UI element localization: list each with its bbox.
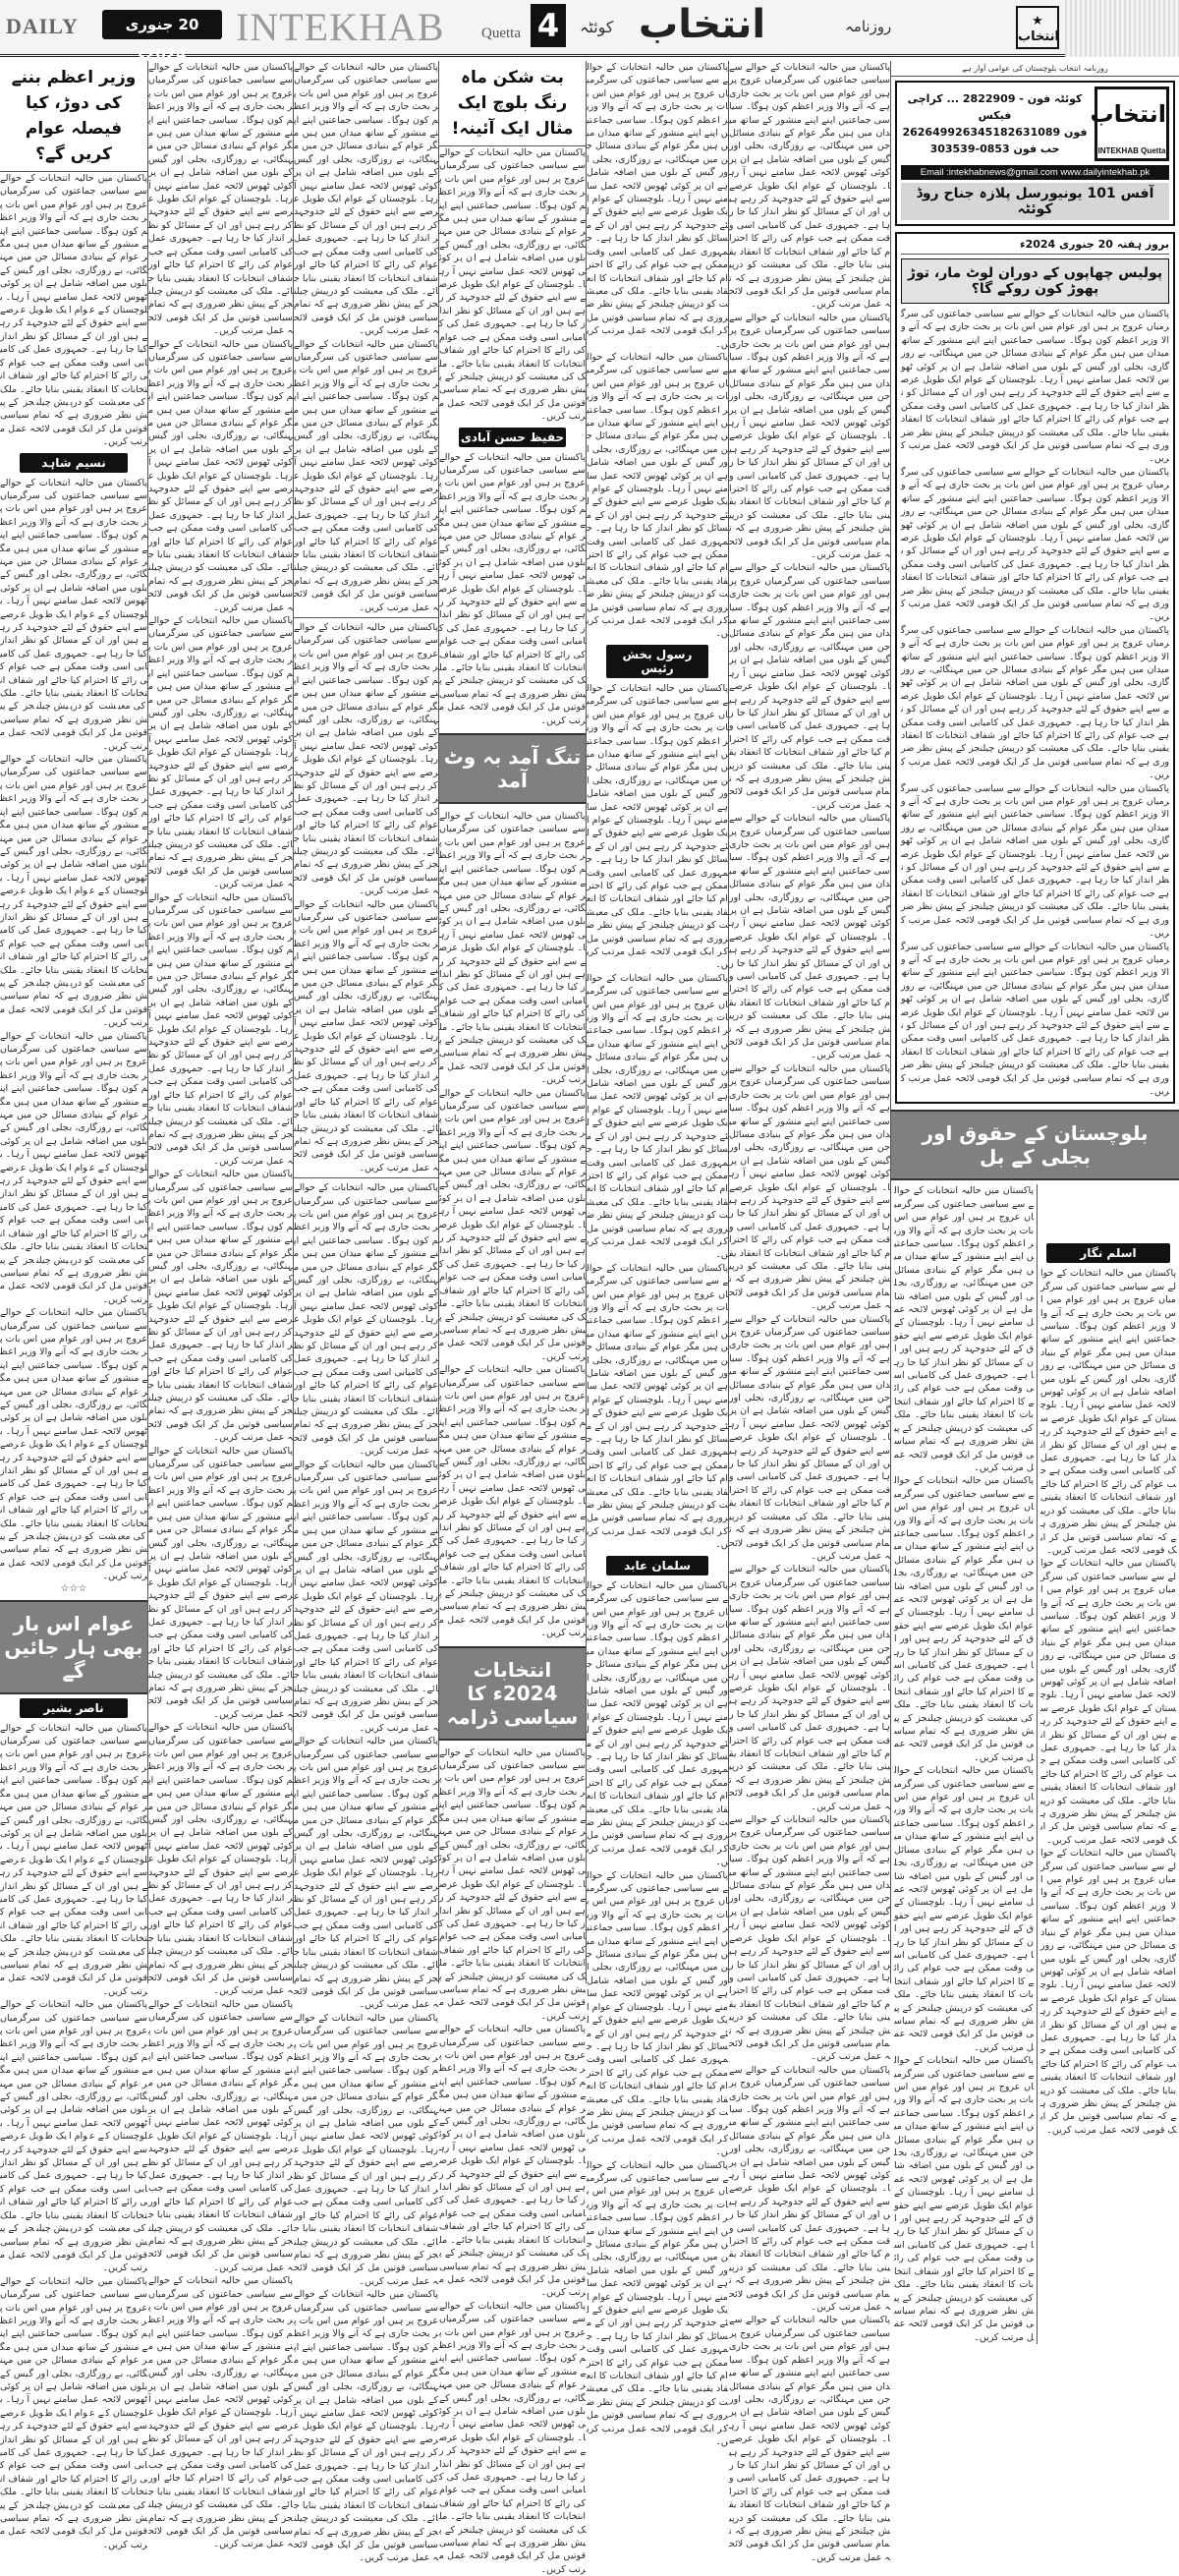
masthead-title-ur: انتخاب [639, 2, 766, 47]
article-title: بت شکن ماہ رنگ بلوچ ایک مثال ایک آئینہ! [439, 61, 586, 146]
article-body: پاکستان میں حالیہ انتخابات کے حوالے سے سیاسی جماعتوں کی سرگرمیاں عروج پر ہیں اور عوام میں اس بات پر بحث جاری ہے کہ آنے والا وزیر اعظم کون ہوگا۔ سیاسی جماعتیں اپنے اپنے منشور کے ساتھ میدان میں ہیں مگر عوام کے بنیادی مسائل جن میں مہنگائی، بے روزگاری، بجلی اور گیس کے بلوں میں اضافہ شامل ہے ان پر کوئی ٹھوس لائحہ عمل سامنے نہیں آ رہا۔ بلوچستان کے عوام ایک طویل عرصے سے اپنے حقوق کے لئے جدوجہد کر رہے ہیں اور ان کے مسائل کو نظر انداز کیا جا رہا ہے۔ جمہوری عمل کی کامیابی اسی وقت ممکن ہے جب عوام کی رائے کا احترام کیا جائے اور شفاف انتخابات کا انعقاد یقینی بنایا جائے۔ ملک کی معیشت کو درپیش چیلنجز کے پیش نظر ضروری ہے کہ تمام سیاسی قوتیں مل کر ایک قومی لائحہ عمل مرتب کریں۔ [729, 1313, 890, 1562]
article-body: پاکستان میں حالیہ انتخابات کے حوالے سے سیاسی جماعتوں کی سرگرمیاں عروج پر ہیں اور عوام میں اس بات پر بحث جاری ہے کہ آنے والا وزیر اعظم کون ہوگا۔ سیاسی جماعتیں اپنے اپنے منشور کے ساتھ میدان میں ہیں مگر عوام کے بنیادی مسائل جن میں مہنگائی، بے روزگاری، بجلی اور گیس کے بلوں میں اضافہ شامل ہے ان پر کوئی ٹھوس لائحہ عمل سامنے نہیں آ رہا۔ بلوچستان کے عوام ایک طویل عرصے سے اپنے حقوق کے لئے جدوجہد کر رہے ہیں اور ان کے مسائل کو نظر انداز کیا جا رہا ہے۔ جمہوری عمل کی کامیابی اسی وقت ممکن ہے جب عوام کی رائے کا احترام کیا جائے اور شفاف انتخابات کا انعقاد یقینی بنایا جائے۔ ملک کی معیشت کو درپیش چیلنجز کے پیش نظر ضروری ہے کہ تمام سیاسی قوتیں مل کر ایک قومی لائحہ عمل مرتب کریں۔ [587, 1262, 728, 1551]
editorial-body: پاکستان میں حالیہ انتخابات کے حوالے سے سیاسی جماعتوں کی سرگرمیاں عروج پر ہیں اور عوام میں اس بات پر بحث جاری ہے کہ آنے والا وزیر اعظم کون ہوگا۔ سیاسی جماعتیں اپنے اپنے منشور کے ساتھ میدان میں ہیں مگر عوام کے بنیادی مسائل جن میں مہنگائی، بے روزگاری، بجلی اور گیس کے بلوں میں اضافہ شامل ہے ان پر کوئی ٹھوس لائحہ عمل سامنے نہیں آ رہا۔ بلوچستان کے عوام ایک طویل عرصے سے اپنے حقوق کے لئے جدوجہد کر رہے ہیں اور ان کے مسائل کو نظر انداز کیا جا رہا ہے۔ جمہوری عمل کی کامیابی اسی وقت ممکن ہے جب عوام کی رائے کا احترام کیا جائے اور شفاف انتخابات کا انعقاد یقینی بنایا جائے۔ ملک کی معیشت کو درپیش چیلنجز کے پیش نظر ضروری ہے کہ تمام سیاسی قوتیں مل کر ایک قومی لائحہ عمل مرتب کریں۔ [901, 782, 1169, 940]
article-body: پاکستان میں حالیہ انتخابات کے حوالے سے سیاسی جماعتوں کی سرگرمیاں عروج پر ہیں اور عوام میں اس بات پر بحث جاری ہے کہ آنے والا وزیر اعظم کون ہوگا۔ سیاسی جماعتیں اپنے اپنے منشور کے ساتھ میدان میں ہیں مگر عوام کے بنیادی مسائل جن میں مہنگائی، بے روزگاری، بجلی اور گیس کے بلوں میں اضافہ شامل ہے ان پر کوئی ٹھوس لائحہ عمل سامنے نہیں آ رہا۔ بلوچستان کے عوام ایک طویل عرصے سے اپنے حقوق کے لئے جدوجہد کر رہے ہیں اور ان کے مسائل کو نظر انداز کیا جا رہا ہے۔ جمہوری عمل کی کامیابی اسی وقت ممکن ہے جب عوام کی رائے کا احترام کیا جائے اور شفاف انتخابات کا انعقاد یقینی بنایا جائے۔ ملک کی معیشت کو درپیش چیلنجز کے پیش نظر ضروری ہے کہ تمام سیاسی قوتیں مل کر ایک قومی لائحہ عمل مرتب کریں۔ [148, 615, 293, 890]
editorial-title: پولیس چھاپوں کے دوران لوٹ مار، توڑ پھوڑ کون روکے گا؟ [901, 258, 1169, 304]
article-body: پاکستان میں حالیہ انتخابات کے حوالے سے سیاسی جماعتوں کی سرگرمیاں عروج پر ہیں اور عوام میں اس بات پر بحث جاری ہے کہ آنے والا وزیر اعظم کون ہوگا۔ سیاسی جماعتیں اپنے اپنے منشور کے ساتھ میدان میں ہیں مگر عوام کے بنیادی مسائل جن میں مہنگائی، بے روزگاری، بجلی اور گیس کے بلوں میں اضافہ شامل ہے ان پر کوئی ٹھوس لائحہ عمل سامنے نہیں آ رہا۔ بلوچستان کے عوام ایک طویل عرصے سے اپنے حقوق کے لئے جدوجہد کر رہے ہیں اور ان کے مسائل کو نظر انداز کیا جا رہا ہے۔ جمہوری عمل کی کامیابی اسی وقت ممکن ہے جب عوام کی رائے کا احترام کیا جائے اور شفاف انتخابات کا انعقاد یقینی بنایا جائے۔ ملک کی معیشت کو درپیش چیلنجز کے پیش نظر ضروری ہے کہ تمام سیاسی قوتیں مل کر ایک قومی لائحہ عمل مرتب کریں۔ [729, 62, 890, 311]
masthead-logo: ★ انتخاب [1016, 6, 1059, 49]
article-body: پاکستان میں حالیہ انتخابات کے حوالے سے سیاسی جماعتوں کی سرگرمیاں عروج پر ہیں اور عوام میں اس بات پر بحث جاری ہے کہ آنے والا وزیر اعظم کون ہوگا۔ سیاسی جماعتیں اپنے اپنے منشور کے ساتھ میدان میں ہیں مگر عوام کے بنیادی مسائل جن میں مہنگائی، بے روزگاری، بجلی اور گیس کے بلوں میں اضافہ شامل ہے ان پر کوئی ٹھوس لائحہ عمل سامنے نہیں آ رہا۔ بلوچستان کے عوام ایک طویل عرصے سے اپنے حقوق کے لئے جدوجہد کر رہے ہیں اور ان کے مسائل کو نظر انداز کیا جا رہا ہے۔ جمہوری عمل کی کامیابی اسی وقت ممکن ہے جب عوام کی رائے کا احترام کیا جائے اور شفاف انتخابات کا انعقاد یقینی بنایا جائے۔ ملک کی معیشت کو درپیش چیلنجز کے پیش نظر ضروری ہے کہ تمام سیاسی قوتیں مل کر ایک قومی لائحہ عمل مرتب کریں۔ [148, 1722, 293, 1997]
article-body: پاکستان میں حالیہ انتخابات کے حوالے سے سیاسی جماعتوں کی سرگرمیاں عروج پر ہیں اور عوام میں اس بات پر بحث جاری ہے کہ آنے والا وزیر اعظم کون ہوگا۔ سیاسی جماعتیں اپنے اپنے منشور کے ساتھ میدان میں ہیں مگر عوام کے بنیادی مسائل جن میں مہنگائی، بے روزگاری، بجلی اور گیس کے بلوں میں اضافہ شامل ہے ان پر کوئی ٹھوس لائحہ عمل سامنے نہیں آ رہا۔ بلوچستان کے عوام ایک طویل عرصے سے اپنے حقوق کے لئے جدوجہد کر رہے ہیں اور ان کے مسائل کو نظر انداز کیا جا رہا ہے۔ جمہوری عمل کی کامیابی اسی وقت ممکن ہے جب عوام کی رائے کا احترام کیا جائے اور شفاف انتخابات کا انعقاد یقینی بنایا جائے۔ ملک کی معیشت کو درپیش چیلنجز کے پیش نظر ضروری ہے کہ تمام سیاسی قوتیں مل کر ایک قومی لائحہ عمل مرتب کریں۔ [587, 1869, 728, 2158]
article-body: پاکستان میں حالیہ انتخابات کے حوالے سے سیاسی جماعتوں کی سرگرمیاں عروج پر ہیں اور عوام میں اس بات پر بحث جاری ہے کہ آنے والا وزیر اعظم کون ہوگا۔ سیاسی جماعتیں اپنے اپنے منشور کے ساتھ میدان میں ہیں مگر عوام کے بنیادی مسائل جن میں مہنگائی، بے روزگاری، بجلی اور گیس کے بلوں میں اضافہ شامل ہے ان پر کوئی ٹھوس لائحہ عمل سامنے نہیں آ رہا۔ بلوچستان کے عوام ایک طویل عرصے سے اپنے حقوق کے لئے جدوجہد کر رہے ہیں اور ان کے مسائل کو نظر انداز کیا جا رہا ہے۔ جمہوری عمل کی کامیابی اسی وقت ممکن ہے جب عوام کی رائے کا احترام کیا جائے اور شفاف انتخابات کا انعقاد یقینی بنایا جائے۔ ملک کی معیشت کو درپیش چیلنجز کے پیش نظر ضروری ہے کہ تمام سیاسی قوتیں مل کر ایک قومی لائحہ عمل مرتب کریں۔ [439, 1087, 586, 1362]
column-3 [294, 61, 439, 2564]
article-body: پاکستان میں حالیہ انتخابات کے حوالے سے سیاسی جماعتوں کی سرگرمیاں عروج پر ہیں اور عوام میں اس بات پر بحث جاری ہے کہ آنے والا وزیر اعظم کون ہوگا۔ سیاسی جماعتیں اپنے اپنے منشور کے ساتھ میدان میں ہیں مگر عوام کے بنیادی مسائل جن میں مہنگائی، بے روزگاری، بجلی اور گیس کے بلوں میں اضافہ شامل ہے ان پر کوئی ٹھوس لائحہ عمل سامنے نہیں آ رہا۔ بلوچستان کے عوام ایک طویل عرصے سے اپنے حقوق کے لئے جدوجہد کر رہے ہیں اور ان کے مسائل کو نظر انداز کیا جا رہا ہے۔ جمہوری عمل کی کامیابی اسی وقت ممکن ہے جب عوام کی رائے کا احترام کیا جائے اور شفاف انتخابات کا انعقاد یقینی بنایا جائے۔ ملک کی معیشت کو درپیش چیلنجز کے پیش نظر ضروری ہے کہ تمام سیاسی قوتیں مل کر ایک قومی لائحہ عمل مرتب کریں۔ [294, 1736, 438, 2011]
article-body: پاکستان میں حالیہ انتخابات کے حوالے سے سیاسی جماعتوں کی سرگرمیاں عروج پر ہیں اور عوام میں اس بات پر بحث جاری ہے کہ آنے والا وزیر اعظم کون ہوگا۔ سیاسی جماعتیں اپنے اپنے منشور کے ساتھ میدان میں ہیں مگر عوام کے بنیادی مسائل جن میں مہنگائی، بے روزگاری، بجلی اور گیس کے بلوں میں اضافہ شامل ہے ان پر کوئی ٹھوس لائحہ عمل سامنے نہیں آ رہا۔ بلوچستان کے عوام ایک طویل عرصے سے اپنے حقوق کے لئے جدوجہد کر رہے ہیں اور ان کے مسائل کو نظر انداز کیا جا رہا ہے۔ جمہوری عمل کی کامیابی اسی وقت ممکن ہے جب عوام کی رائے کا احترام کیا جائے اور شفاف انتخابات کا انعقاد یقینی بنایا جائے۔ ملک کی معیشت کو درپیش چیلنجز کے پیش نظر ضروری ہے کہ تمام سیاسی قوتیں مل کر ایک قومی لائحہ عمل مرتب کریں۔ [894, 1765, 1034, 2053]
article-title-banner: عوام اس بار بھی ہار جائیں گے [0, 1600, 147, 1694]
article-body: پاکستان میں حالیہ انتخابات کے حوالے سے سیاسی جماعتوں کی سرگرمیاں عروج پر ہیں اور عوام میں اس بات پر بحث جاری ہے کہ آنے والا وزیر اعظم کون ہوگا۔ سیاسی جماعتیں اپنے اپنے منشور کے ساتھ میدان میں ہیں مگر عوام کے بنیادی مسائل جن میں مہنگائی، بے روزگاری، بجلی اور گیس کے بلوں میں اضافہ شامل ہے ان پر کوئی ٹھوس لائحہ عمل سامنے نہیں آ رہا۔ بلوچستان کے عوام ایک طویل عرصے سے اپنے حقوق کے لئے جدوجہد کر رہے ہیں اور ان کے مسائل کو نظر انداز کیا جا رہا ہے۔ جمہوری عمل کی کامیابی اسی وقت ممکن ہے جب عوام کی رائے کا احترام کیا جائے اور شفاف انتخابات کا انعقاد یقینی بنایا جائے۔ ملک کی معیشت کو درپیش چیلنجز کے پیش نظر ضروری ہے کہ تمام سیاسی قوتیں مل کر ایک قومی لائحہ عمل مرتب کریں۔ [894, 1185, 1034, 1473]
article-body: پاکستان میں حالیہ انتخابات کے حوالے سے سیاسی جماعتوں کی سرگرمیاں عروج پر ہیں اور عوام میں اس بات پر بحث جاری ہے کہ آنے والا وزیر اعظم کون ہوگا۔ سیاسی جماعتیں اپنے اپنے منشور کے ساتھ میدان میں ہیں مگر عوام کے بنیادی مسائل جن میں مہنگائی، بے روزگاری، بجلی اور گیس کے بلوں میں اضافہ شامل ہے ان پر کوئی ٹھوس لائحہ عمل سامنے نہیں آ رہا۔ بلوچستان کے عوام ایک طویل عرصے سے اپنے حقوق کے لئے جدوجہد کر رہے ہیں اور ان کے مسائل کو نظر انداز کیا جا رہا ہے۔ جمہوری عمل کی کامیابی اسی وقت ممکن ہے جب عوام کی رائے کا احترام کیا جائے اور شفاف انتخابات کا انعقاد یقینی بنایا جائے۔ ملک کی معیشت کو درپیش چیلنجز کے پیش نظر ضروری ہے کہ تمام سیاسی قوتیں مل کر ایک قومی لائحہ عمل مرتب کریں۔ [148, 1998, 293, 2273]
top-note: روزنامہ انتخاب بلوچستان کی عوامی آواز ہے [891, 61, 1179, 77]
article-title-banner: بلوچستان کے حقوق اور بجلی کے بل [891, 1110, 1179, 1180]
article-byline: نسیم شاہد [20, 453, 128, 473]
article-body: پاکستان میں حالیہ انتخابات کے حوالے سے سیاسی جماعتوں کی سرگرمیاں عروج پر ہیں اور عوام میں اس بات پر بحث جاری ہے کہ آنے والا وزیر اعظم کون ہوگا۔ سیاسی جماعتیں اپنے اپنے منشور کے ساتھ میدان میں ہیں مگر عوام کے بنیادی مسائل جن میں مہنگائی، بے روزگاری، بجلی اور گیس کے بلوں میں اضافہ شامل ہے ان پر کوئی ٹھوس لائحہ عمل سامنے نہیں آ رہا۔ بلوچستان کے عوام ایک طویل عرصے سے اپنے حقوق کے لئے جدوجہد کر رہے ہیں اور ان کے مسائل کو نظر انداز کیا جا رہا ہے۔ جمہوری عمل کی کامیابی اسی وقت ممکن ہے جب عوام کی رائے کا احترام کیا جائے اور شفاف انتخابات کا انعقاد یقینی بنایا جائے۔ ملک کی معیشت کو درپیش چیلنجز کے پیش نظر ضروری ہے کہ تمام سیاسی قوتیں مل کر ایک قومی لائحہ عمل مرتب کریں۔ [0, 1307, 147, 1582]
divider [294, 1177, 438, 1178]
article-body: پاکستان میں حالیہ انتخابات کے حوالے سے سیاسی جماعتوں کی سرگرمیاں عروج پر ہیں اور عوام میں اس بات پر بحث جاری ہے کہ آنے والا وزیر اعظم کون ہوگا۔ سیاسی جماعتیں اپنے اپنے منشور کے ساتھ میدان میں ہیں مگر عوام کے بنیادی مسائل جن میں مہنگائی، بے روزگاری، بجلی اور گیس کے بلوں میں اضافہ شامل ہے ان پر کوئی ٹھوس لائحہ عمل سامنے نہیں آ رہا۔ بلوچستان کے عوام ایک طویل عرصے سے اپنے حقوق کے لئے جدوجہد کر رہے ہیں اور ان کے مسائل کو نظر انداز کیا جا رہا ہے۔ جمہوری عمل کی کامیابی اسی وقت ممکن ہے جب عوام کی رائے کا احترام کیا جائے اور شفاف انتخابات کا انعقاد یقینی بنایا جائے۔ ملک کی معیشت کو درپیش چیلنجز کے پیش نظر ضروری ہے کہ تمام سیاسی قوتیں مل کر ایک قومی لائحہ عمل مرتب کریں۔ [148, 2275, 293, 2550]
article-body: پاکستان میں حالیہ انتخابات کے حوالے سے سیاسی جماعتوں کی سرگرمیاں عروج پر ہیں اور عوام میں اس بات پر بحث جاری ہے کہ آنے والا وزیر اعظم کون ہوگا۔ سیاسی جماعتیں اپنے اپنے منشور کے ساتھ میدان میں ہیں مگر عوام کے بنیادی مسائل جن میں مہنگائی، بے روزگاری، بجلی اور گیس کے بلوں میں اضافہ شامل ہے ان پر کوئی ٹھوس لائحہ عمل سامنے نہیں آ رہا۔ بلوچستان کے عوام ایک طویل عرصے سے اپنے حقوق کے لئے جدوجہد کر رہے ہیں اور ان کے مسائل کو نظر انداز کیا جا رہا ہے۔ جمہوری عمل کی کامیابی اسی وقت ممکن ہے جب عوام کی رائے کا احترام کیا جائے اور شفاف انتخابات کا انعقاد یقینی بنایا جائے۔ ملک کی معیشت کو درپیش چیلنجز کے پیش نظر ضروری ہے کہ تمام سیاسی قوتیں مل کر ایک قومی لائحہ عمل مرتب کریں۔ [439, 1364, 586, 1639]
masthead-title-en: INTEKHAB [236, 5, 445, 49]
article-byline: اسلم نگار [1046, 1243, 1170, 1263]
newspaper-logo: انتخاب INTEKHAB Quetta [1095, 86, 1169, 161]
column-1 [0, 61, 148, 2550]
column-6 [729, 61, 891, 2563]
article-body: پاکستان میں حالیہ انتخابات کے حوالے سے سیاسی جماعتوں کی سرگرمیاں عروج پر ہیں اور عوام میں اس بات پر بحث جاری ہے کہ آنے والا وزیر اعظم کون ہوگا۔ سیاسی جماعتیں اپنے اپنے منشور کے ساتھ میدان میں ہیں مگر عوام کے بنیادی مسائل جن میں مہنگائی، بے روزگاری، بجلی اور گیس کے بلوں میں اضافہ شامل ہے ان پر کوئی ٹھوس لائحہ عمل سامنے نہیں آ رہا۔ بلوچستان کے عوام ایک طویل عرصے سے اپنے حقوق کے لئے جدوجہد کر رہے ہیں اور ان کے مسائل کو نظر انداز کیا جا رہا ہے۔ جمہوری عمل کی کامیابی اسی وقت ممکن ہے جب عوام کی رائے کا احترام کیا جائے اور شفاف انتخابات کا انعقاد یقینی بنایا جائے۔ ملک کی معیشت کو درپیش چیلنجز کے پیش نظر ضروری ہے کہ تمام سیاسی قوتیں مل کر ایک قومی لائحہ عمل مرتب کریں۔ [294, 338, 438, 613]
editorial-body: پاکستان میں حالیہ انتخابات کے حوالے سے سیاسی جماعتوں کی سرگرمیاں عروج پر ہیں اور عوام میں اس بات پر بحث جاری ہے کہ آنے والا وزیر اعظم کون ہوگا۔ سیاسی جماعتیں اپنے اپنے منشور کے ساتھ میدان میں ہیں مگر عوام کے بنیادی مسائل جن میں مہنگائی، بے روزگاری، بجلی اور گیس کے بلوں میں اضافہ شامل ہے ان پر کوئی ٹھوس لائحہ عمل سامنے نہیں آ رہا۔ بلوچستان کے عوام ایک طویل عرصے سے اپنے حقوق کے لئے جدوجہد کر رہے ہیں اور ان کے مسائل کو نظر انداز کیا جا رہا ہے۔ جمہوری عمل کی کامیابی اسی وقت ممکن ہے جب عوام کی رائے کا احترام کیا جائے اور شفاف انتخابات کا انعقاد یقینی بنایا جائے۔ ملک کی معیشت کو درپیش چیلنجز کے پیش نظر ضروری ہے کہ تمام سیاسی قوتیں مل کر ایک قومی لائحہ عمل مرتب کریں۔ [901, 309, 1169, 465]
article-body: پاکستان میں حالیہ انتخابات کے حوالے سے سیاسی جماعتوں کی سرگرمیاں عروج پر ہیں اور عوام میں اس بات پر بحث جاری ہے کہ آنے والا وزیر اعظم کون ہوگا۔ سیاسی جماعتیں اپنے اپنے منشور کے ساتھ میدان میں ہیں مگر عوام کے بنیادی مسائل جن میں مہنگائی، بے روزگاری، بجلی اور گیس کے بلوں میں اضافہ شامل ہے ان پر کوئی ٹھوس لائحہ عمل سامنے نہیں آ رہا۔ بلوچستان کے عوام ایک طویل عرصے سے اپنے حقوق کے لئے جدوجہد کر رہے ہیں اور ان کے مسائل کو نظر انداز کیا جا رہا ہے۔ جمہوری عمل کی کامیابی اسی وقت ممکن ہے جب عوام کی رائے کا احترام کیا جائے اور شفاف انتخابات کا انعقاد یقینی بنایا جائے۔ ملک کی معیشت کو درپیش چیلنجز کے پیش نظر ضروری ہے کہ تمام سیاسی قوتیں مل کر ایک قومی لائحہ عمل مرتب کریں۔ [1040, 1558, 1176, 1846]
editorial-body: پاکستان میں حالیہ انتخابات کے حوالے سے سیاسی جماعتوں کی سرگرمیاں عروج پر ہیں اور عوام میں اس بات پر بحث جاری ہے کہ آنے والا وزیر اعظم کون ہوگا۔ سیاسی جماعتیں اپنے اپنے منشور کے ساتھ میدان میں ہیں مگر عوام کے بنیادی مسائل جن میں مہنگائی، بے روزگاری، بجلی اور گیس کے بلوں میں اضافہ شامل ہے ان پر کوئی ٹھوس لائحہ عمل سامنے نہیں آ رہا۔ بلوچستان کے عوام ایک طویل عرصے سے اپنے حقوق کے لئے جدوجہد کر رہے ہیں اور ان کے مسائل کو نظر انداز کیا جا رہا ہے۔ جمہوری عمل کی کامیابی اسی وقت ممکن ہے جب عوام کی رائے کا احترام کیا جائے اور شفاف انتخابات کا انعقاد یقینی بنایا جائے۔ ملک کی معیشت کو درپیش چیلنجز کے پیش نظر ضروری ہے کہ تمام سیاسی قوتیں مل کر ایک قومی لائحہ عمل مرتب کریں۔ [901, 624, 1169, 781]
masthead-quetta-ur: کوئٹہ [580, 18, 614, 36]
article-body: پاکستان میں حالیہ انتخابات کے حوالے سے سیاسی جماعتوں کی سرگرمیاں عروج پر ہیں اور عوام میں اس بات پر بحث جاری ہے کہ آنے والا وزیر اعظم کون ہوگا۔ سیاسی جماعتیں اپنے اپنے منشور کے ساتھ میدان میں ہیں مگر عوام کے بنیادی مسائل جن میں مہنگائی، بے روزگاری، بجلی اور گیس کے بلوں میں اضافہ شامل ہے ان پر کوئی ٹھوس لائحہ عمل سامنے نہیں آ رہا۔ بلوچستان کے عوام ایک طویل عرصے سے اپنے حقوق کے لئے جدوجہد کر رہے ہیں اور ان کے مسائل کو نظر انداز کیا جا رہا ہے۔ جمہوری عمل کی کامیابی اسی وقت ممکن ہے جب عوام کی رائے کا احترام کیا جائے اور شفاف انتخابات کا انعقاد یقینی بنایا جائے۔ ملک کی معیشت کو درپیش چیلنجز کے پیش نظر ضروری ہے کہ تمام سیاسی قوتیں مل کر ایک قومی لائحہ عمل مرتب کریں۔ [294, 1459, 438, 1734]
article-body: پاکستان میں حالیہ انتخابات کے حوالے سے سیاسی جماعتوں کی سرگرمیاں عروج پر ہیں اور عوام میں اس بات پر بحث جاری ہے کہ آنے والا وزیر اعظم کون ہوگا۔ سیاسی جماعتیں اپنے اپنے منشور کے ساتھ میدان میں ہیں مگر عوام کے بنیادی مسائل جن میں مہنگائی، بے روزگاری، بجلی اور گیس کے بلوں میں اضافہ شامل ہے ان پر کوئی ٹھوس لائحہ عمل سامنے نہیں آ رہا۔ بلوچستان کے عوام ایک طویل عرصے سے اپنے حقوق کے لئے جدوجہد کر رہے ہیں اور ان کے مسائل کو نظر انداز کیا جا رہا ہے۔ جمہوری عمل کی کامیابی اسی وقت ممکن ہے جب عوام کی رائے کا احترام کیا جائے اور شفاف انتخابات کا انعقاد یقینی بنایا جائے۔ ملک کی معیشت کو درپیش چیلنجز کے پیش نظر ضروری ہے کہ تمام سیاسی قوتیں مل کر ایک قومی لائحہ عمل مرتب کریں۔ [1040, 1268, 1176, 1556]
article-body: پاکستان میں حالیہ انتخابات کے حوالے سے سیاسی جماعتوں کی سرگرمیاں عروج پر ہیں اور عوام میں اس بات پر بحث جاری ہے کہ آنے والا وزیر اعظم کون ہوگا۔ سیاسی جماعتیں اپنے اپنے منشور کے ساتھ میدان میں ہیں مگر عوام کے بنیادی مسائل جن میں مہنگائی، بے روزگاری، بجلی اور گیس کے بلوں میں اضافہ شامل ہے ان پر کوئی ٹھوس لائحہ عمل سامنے نہیں آ رہا۔ بلوچستان کے عوام ایک طویل عرصے سے اپنے حقوق کے لئے جدوجہد کر رہے ہیں اور ان کے مسائل کو نظر انداز کیا جا رہا ہے۔ جمہوری عمل کی کامیابی اسی وقت ممکن ہے جب عوام کی رائے کا احترام کیا جائے اور شفاف انتخابات کا انعقاد یقینی بنایا جائے۔ ملک کی معیشت کو درپیش چیلنجز کے پیش نظر ضروری ہے کہ تمام سیاسی قوتیں مل کر ایک قومی لائحہ عمل مرتب کریں۔ [729, 813, 890, 1061]
article-body: پاکستان میں حالیہ انتخابات کے حوالے سے سیاسی جماعتوں کی سرگرمیاں عروج پر ہیں اور عوام میں اس بات پر بحث جاری ہے کہ آنے والا وزیر اعظم کون ہوگا۔ سیاسی جماعتیں اپنے اپنے منشور کے ساتھ میدان میں ہیں مگر عوام کے بنیادی مسائل جن میں مہنگائی، بے روزگاری، بجلی اور گیس کے بلوں میں اضافہ شامل ہے ان پر کوئی ٹھوس لائحہ عمل سامنے نہیں آ رہا۔ بلوچستان کے عوام ایک طویل عرصے سے اپنے حقوق کے لئے جدوجہد کر رہے ہیں اور ان کے مسائل کو نظر انداز کیا جا رہا ہے۔ جمہوری عمل کی کامیابی اسی وقت ممکن ہے جب عوام کی رائے کا احترام کیا جائے اور شفاف انتخابات کا انعقاد یقینی بنایا جائے۔ ملک کی معیشت کو درپیش چیلنجز کے پیش نظر ضروری ہے کہ تمام سیاسی قوتیں مل کر ایک قومی لائحہ عمل مرتب کریں۔ [729, 562, 890, 811]
article-body: پاکستان میں حالیہ انتخابات کے حوالے سے سیاسی جماعتوں کی سرگرمیاں عروج پر ہیں اور عوام میں اس بات پر بحث جاری ہے کہ آنے والا وزیر اعظم کون ہوگا۔ سیاسی جماعتیں اپنے اپنے منشور کے ساتھ میدان میں ہیں مگر عوام کے بنیادی مسائل جن میں مہنگائی، بے روزگاری، بجلی اور گیس کے بلوں میں اضافہ شامل ہے ان پر کوئی ٹھوس لائحہ عمل سامنے نہیں آ رہا۔ بلوچستان کے عوام ایک طویل عرصے سے اپنے حقوق کے لئے جدوجہد کر رہے ہیں اور ان کے مسائل کو نظر انداز کیا جا رہا ہے۔ جمہوری عمل کی کامیابی اسی وقت ممکن ہے جب عوام کی رائے کا احترام کیا جائے اور شفاف انتخابات کا انعقاد یقینی بنایا جائے۔ ملک کی معیشت کو درپیش چیلنجز کے پیش نظر ضروری ہے کہ تمام سیاسی قوتیں مل کر ایک قومی لائحہ عمل مرتب کریں۔ [439, 1746, 586, 2022]
article-body: پاکستان میں حالیہ انتخابات کے حوالے سے سیاسی جماعتوں کی سرگرمیاں عروج پر ہیں اور عوام میں اس بات پر بحث جاری ہے کہ آنے والا وزیر اعظم کون ہوگا۔ سیاسی جماعتیں اپنے اپنے منشور کے ساتھ میدان میں ہیں مگر عوام کے بنیادی مسائل جن میں مہنگائی، بے روزگاری، بجلی اور گیس کے بلوں میں اضافہ شامل ہے ان پر کوئی ٹھوس لائحہ عمل سامنے نہیں آ رہا۔ بلوچستان کے عوام ایک طویل عرصے سے اپنے حقوق کے لئے جدوجہد کر رہے ہیں اور ان کے مسائل کو نظر انداز کیا جا رہا ہے۔ جمہوری عمل کی کامیابی اسی وقت ممکن ہے جب عوام کی رائے کا احترام کیا جائے اور شفاف انتخابات کا انعقاد یقینی بنایا جائے۔ ملک کی معیشت کو درپیش چیلنجز کے پیش نظر ضروری ہے کہ تمام سیاسی قوتیں مل کر ایک قومی لائحہ عمل مرتب کریں۔ [894, 2055, 1034, 2343]
column-4 [439, 61, 587, 2575]
article-body: پاکستان میں حالیہ انتخابات کے حوالے سے سیاسی جماعتوں کی سرگرمیاں عروج پر ہیں اور عوام میں اس بات پر بحث جاری ہے کہ آنے والا وزیر اعظم کون ہوگا۔ سیاسی جماعتیں اپنے اپنے منشور کے ساتھ میدان میں ہیں مگر عوام کے بنیادی مسائل جن میں مہنگائی، بے روزگاری، بجلی اور گیس کے بلوں میں اضافہ شامل ہے ان پر کوئی ٹھوس لائحہ عمل سامنے نہیں آ رہا۔ بلوچستان کے عوام ایک طویل عرصے سے اپنے حقوق کے لئے جدوجہد کر رہے ہیں اور ان کے مسائل کو نظر انداز کیا جا رہا ہے۔ جمہوری عمل کی کامیابی اسی وقت ممکن ہے جب عوام کی رائے کا احترام کیا جائے اور شفاف انتخابات کا انعقاد یقینی بنایا جائے۔ ملک کی معیشت کو درپیش چیلنجز کے پیش نظر ضروری ہے کہ تمام سیاسی قوتیں مل کر ایک قومی لائحہ عمل مرتب کریں۔ [439, 2024, 586, 2299]
article-body: پاکستان میں حالیہ انتخابات کے حوالے سے سیاسی جماعتوں کی سرگرمیاں عروج پر ہیں اور عوام میں اس بات پر بحث جاری ہے کہ آنے والا وزیر اعظم کون ہوگا۔ سیاسی جماعتیں اپنے اپنے منشور کے ساتھ میدان میں ہیں مگر عوام کے بنیادی مسائل جن میں مہنگائی، بے روزگاری، بجلی اور گیس کے بلوں میں اضافہ شامل ہے ان پر کوئی ٹھوس لائحہ عمل سامنے نہیں آ رہا۔ بلوچستان کے عوام ایک طویل عرصے سے اپنے حقوق کے لئے جدوجہد کر رہے ہیں اور ان کے مسائل کو نظر انداز کیا جا رہا ہے۔ جمہوری عمل کی کامیابی اسی وقت ممکن ہے جب عوام کی رائے کا احترام کیا جائے اور شفاف انتخابات کا انعقاد یقینی بنایا جائے۔ ملک کی معیشت کو درپیش چیلنجز کے پیش نظر ضروری ہے کہ تمام سیاسی قوتیں مل کر ایک قومی لائحہ عمل مرتب کریں۔ [729, 312, 890, 561]
article-body: پاکستان میں حالیہ انتخابات کے حوالے سے سیاسی جماعتوں کی سرگرمیاں عروج پر ہیں اور عوام میں اس بات پر بحث جاری ہے کہ آنے والا وزیر اعظم کون ہوگا۔ سیاسی جماعتیں اپنے اپنے منشور کے ساتھ میدان میں ہیں مگر عوام کے بنیادی مسائل جن میں مہنگائی، بے روزگاری، بجلی اور گیس کے بلوں میں اضافہ شامل ہے ان پر کوئی ٹھوس لائحہ عمل سامنے نہیں آ رہا۔ بلوچستان کے عوام ایک طویل عرصے سے اپنے حقوق کے لئے جدوجہد کر رہے ہیں اور ان کے مسائل کو نظر انداز کیا جا رہا ہے۔ جمہوری عمل کی کامیابی اسی وقت ممکن ہے جب عوام کی رائے کا احترام کیا جائے اور شفاف انتخابات کا انعقاد یقینی بنایا جائے۔ ملک کی معیشت کو درپیش چیلنجز کے پیش نظر ضروری ہے کہ تمام سیاسی قوتیں مل کر ایک قومی لائحہ عمل مرتب کریں۔ [587, 972, 728, 1261]
article-body: پاکستان میں حالیہ انتخابات کے حوالے سے سیاسی جماعتوں کی سرگرمیاں عروج پر ہیں اور عوام میں اس بات پر بحث جاری ہے کہ آنے والا وزیر اعظم کون ہوگا۔ سیاسی جماعتیں اپنے اپنے منشور کے ساتھ میدان میں ہیں مگر عوام کے بنیادی مسائل جن میں مہنگائی، بے روزگاری، بجلی اور گیس کے بلوں میں اضافہ شامل ہے ان پر کوئی ٹھوس لائحہ عمل سامنے نہیں آ رہا۔ بلوچستان کے عوام ایک طویل عرصے سے اپنے حقوق کے لئے جدوجہد کر رہے ہیں اور ان کے مسائل کو نظر انداز کیا جا رہا ہے۔ جمہوری عمل کی کامیابی اسی وقت ممکن ہے جب عوام کی رائے کا احترام کیا جائے اور شفاف انتخابات کا انعقاد یقینی بنایا جائے۔ ملک کی معیشت کو درپیش چیلنجز کے پیش نظر ضروری ہے کہ تمام سیاسی قوتیں مل کر ایک قومی لائحہ عمل مرتب کریں۔ [587, 351, 728, 640]
article-body: پاکستان میں حالیہ انتخابات کے حوالے سے سیاسی جماعتوں کی سرگرمیاں عروج پر ہیں اور عوام میں اس بات پر بحث جاری ہے کہ آنے والا وزیر اعظم کون ہوگا۔ سیاسی جماعتیں اپنے اپنے منشور کے ساتھ میدان میں ہیں مگر عوام کے بنیادی مسائل جن میں مہنگائی، بے روزگاری، بجلی اور گیس کے بلوں میں اضافہ شامل ہے ان پر کوئی ٹھوس لائحہ عمل سامنے نہیں آ رہا۔ بلوچستان کے عوام ایک طویل عرصے سے اپنے حقوق کے لئے جدوجہد کر رہے ہیں اور ان کے مسائل کو نظر انداز کیا جا رہا ہے۔ جمہوری عمل کی کامیابی اسی وقت ممکن ہے جب عوام کی رائے کا احترام کیا جائے اور شفاف انتخابات کا انعقاد یقینی بنایا جائے۔ ملک کی معیشت کو درپیش چیلنجز کے پیش نظر ضروری ہے کہ تمام سیاسی قوتیں مل کر ایک قومی لائحہ عمل مرتب کریں۔ [439, 811, 586, 1086]
article-body: پاکستان میں حالیہ انتخابات کے حوالے سے سیاسی جماعتوں کی سرگرمیاں عروج پر ہیں اور عوام میں اس بات پر بحث جاری ہے کہ آنے والا وزیر اعظم کون ہوگا۔ سیاسی جماعتیں اپنے اپنے منشور کے ساتھ میدان میں ہیں مگر عوام کے بنیادی مسائل جن میں مہنگائی، بے روزگاری، بجلی اور گیس کے بلوں میں اضافہ شامل ہے ان پر کوئی ٹھوس لائحہ عمل سامنے نہیں آ رہا۔ بلوچستان کے عوام ایک طویل عرصے سے اپنے حقوق کے لئے جدوجہد کر رہے ہیں اور ان کے مسائل کو نظر انداز کیا جا رہا ہے۔ جمہوری عمل کی کامیابی اسی وقت ممکن ہے جب عوام کی رائے کا احترام کیا جائے اور شفاف انتخابات کا انعقاد یقینی بنایا جائے۔ ملک کی معیشت کو درپیش چیلنجز کے پیش نظر ضروری ہے کہ تمام سیاسی قوتیں مل کر ایک قومی لائحہ عمل مرتب کریں۔ [729, 1062, 890, 1312]
page-number: 4 [531, 4, 566, 47]
masthead-decoration [1065, 0, 1179, 57]
article-byline: رسول بخش رئیس [606, 645, 708, 678]
article-body: پاکستان میں حالیہ انتخابات کے حوالے سے سیاسی جماعتوں کی سرگرمیاں عروج پر ہیں اور عوام میں اس بات پر بحث جاری ہے کہ آنے والا وزیر اعظم کون ہوگا۔ سیاسی جماعتیں اپنے اپنے منشور کے ساتھ میدان میں ہیں مگر عوام کے بنیادی مسائل جن میں مہنگائی، بے روزگاری، بجلی اور گیس کے بلوں میں اضافہ شامل ہے ان پر کوئی ٹھوس لائحہ عمل سامنے نہیں آ رہا۔ بلوچستان کے عوام ایک طویل عرصے سے اپنے حقوق کے لئے جدوجہد کر رہے ہیں اور ان کے مسائل کو نظر انداز کیا جا رہا ہے۔ جمہوری عمل کی کامیابی اسی وقت ممکن ہے جب عوام کی رائے کا احترام کیا جائے اور شفاف انتخابات کا انعقاد یقینی بنایا جائے۔ ملک کی معیشت کو درپیش چیلنجز کے پیش نظر ضروری ہے کہ تمام سیاسی قوتیں مل کر ایک قومی لائحہ عمل مرتب کریں۔ [439, 2300, 586, 2575]
article-body: پاکستان میں حالیہ انتخابات کے حوالے سے سیاسی جماعتوں کی سرگرمیاں عروج پر ہیں اور عوام میں اس بات پر بحث جاری ہے کہ آنے والا وزیر اعظم کون ہوگا۔ سیاسی جماعتیں اپنے اپنے منشور کے ساتھ میدان میں ہیں مگر عوام کے بنیادی مسائل جن میں مہنگائی، بے روزگاری، بجلی اور گیس کے بلوں میں اضافہ شامل ہے ان پر کوئی ٹھوس لائحہ عمل سامنے نہیں آ رہا۔ بلوچستان کے عوام ایک طویل عرصے سے اپنے حقوق کے لئے جدوجہد کر رہے ہیں اور ان کے مسائل کو نظر انداز کیا جا رہا ہے۔ جمہوری عمل کی کامیابی اسی وقت ممکن ہے جب عوام کی رائے کا احترام کیا جائے اور شفاف انتخابات کا انعقاد یقینی بنایا جائے۔ ملک کی معیشت کو درپیش چیلنجز کے پیش نظر ضروری ہے کہ تمام سیاسی قوتیں مل کر ایک قومی لائحہ عمل مرتب کریں۔ [148, 1169, 293, 1444]
article-body: پاکستان میں حالیہ انتخابات کے حوالے سے سیاسی جماعتوں کی سرگرمیاں عروج پر ہیں اور عوام میں اس بات پر بحث جاری ہے کہ آنے والا وزیر اعظم کون ہوگا۔ سیاسی جماعتیں اپنے اپنے منشور کے ساتھ میدان میں ہیں مگر عوام کے بنیادی مسائل جن میں مہنگائی، بے روزگاری، بجلی اور گیس کے بلوں میں اضافہ شامل ہے ان پر کوئی ٹھوس لائحہ عمل سامنے نہیں آ رہا۔ بلوچستان کے عوام ایک طویل عرصے سے اپنے حقوق کے لئے جدوجہد کر رہے ہیں اور ان کے مسائل کو نظر انداز کیا جا رہا ہے۔ جمہوری عمل کی کامیابی اسی وقت ممکن ہے جب عوام کی رائے کا احترام کیا جائے اور شفاف انتخابات کا انعقاد یقینی بنایا جائے۔ ملک کی معیشت کو درپیش چیلنجز کے پیش نظر ضروری ہے کہ تمام سیاسی قوتیں مل کر ایک قومی لائحہ عمل مرتب کریں۔ [294, 2289, 438, 2564]
editorial-box [895, 232, 1175, 1104]
article-body: پاکستان میں حالیہ انتخابات کے حوالے سے سیاسی جماعتوں کی سرگرمیاں عروج پر ہیں اور عوام میں اس بات پر بحث جاری ہے کہ آنے والا وزیر اعظم کون ہوگا۔ سیاسی جماعتیں اپنے اپنے منشور کے ساتھ میدان میں ہیں مگر عوام کے بنیادی مسائل جن میں مہنگائی، بے روزگاری، بجلی اور گیس کے بلوں میں اضافہ شامل ہے ان پر کوئی ٹھوس لائحہ عمل سامنے نہیں آ رہا۔ بلوچستان کے عوام ایک طویل عرصے سے اپنے حقوق کے لئے جدوجہد کر رہے ہیں اور ان کے مسائل کو نظر انداز کیا جا رہا ہے۔ جمہوری عمل کی کامیابی اسی وقت ممکن ہے جب عوام کی رائے کا احترام کیا جائے اور شفاف انتخابات کا انعقاد یقینی بنایا جائے۔ ملک کی معیشت کو درپیش چیلنجز کے پیش نظر ضروری ہے کہ تمام سیاسی قوتیں مل کر ایک قومی لائحہ عمل مرتب کریں۔ [148, 1445, 293, 1720]
article-body: پاکستان میں حالیہ انتخابات کے حوالے سے سیاسی جماعتوں کی سرگرمیاں عروج پر ہیں اور عوام میں اس بات پر بحث جاری ہے کہ آنے والا وزیر اعظم کون ہوگا۔ سیاسی جماعتیں اپنے اپنے منشور کے ساتھ میدان میں ہیں مگر عوام کے بنیادی مسائل جن میں مہنگائی، بے روزگاری، بجلی اور گیس کے بلوں میں اضافہ شامل ہے ان پر کوئی ٹھوس لائحہ عمل سامنے نہیں آ رہا۔ بلوچستان کے عوام ایک طویل عرصے سے اپنے حقوق کے لئے جدوجہد کر رہے ہیں اور ان کے مسائل کو نظر انداز کیا جا رہا ہے۔ جمہوری عمل کی کامیابی اسی وقت ممکن ہے جب عوام کی رائے کا احترام کیا جائے اور شفاف انتخابات کا انعقاد یقینی بنایا جائے۔ ملک کی معیشت کو درپیش چیلنجز کے پیش نظر ضروری ہے کہ تمام سیاسی قوتیں مل کر ایک قومی لائحہ عمل مرتب کریں۔ [587, 682, 728, 971]
contact-email[interactable]: Email :intekhabnews@gmail.com www.dailyintekhab.pk [901, 165, 1169, 180]
masthead-daily: DAILY [6, 14, 79, 38]
article-body: پاکستان میں حالیہ انتخابات کے حوالے سے سیاسی جماعتوں کی سرگرمیاں عروج پر ہیں اور عوام میں اس بات پر بحث جاری ہے کہ آنے والا وزیر اعظم کون ہوگا۔ سیاسی جماعتیں اپنے اپنے منشور کے ساتھ میدان میں ہیں مگر عوام کے بنیادی مسائل جن میں مہنگائی، بے روزگاری، بجلی اور گیس کے بلوں میں اضافہ شامل ہے ان پر کوئی ٹھوس لائحہ عمل سامنے نہیں آ رہا۔ بلوچستان کے عوام ایک طویل عرصے سے اپنے حقوق کے لئے جدوجہد کر رہے ہیں اور ان کے مسائل کو نظر انداز کیا جا رہا ہے۔ جمہوری عمل کی کامیابی اسی وقت ممکن ہے جب عوام کی رائے کا احترام کیا جائے اور شفاف انتخابات کا انعقاد یقینی بنایا جائے۔ ملک کی معیشت کو درپیش چیلنجز کے پیش نظر ضروری ہے کہ تمام سیاسی قوتیں مل کر ایک قومی لائحہ عمل مرتب کریں۔ [294, 622, 438, 897]
masthead-quetta-en: Quetta [481, 26, 521, 41]
article-body: پاکستان میں حالیہ انتخابات کے حوالے سے سیاسی جماعتوں کی سرگرمیاں عروج پر ہیں اور عوام میں اس بات پر بحث جاری ہے کہ آنے والا وزیر اعظم کون ہوگا۔ سیاسی جماعتیں اپنے اپنے منشور کے ساتھ میدان میں ہیں مگر عوام کے بنیادی مسائل جن میں مہنگائی، بے روزگاری، بجلی اور گیس کے بلوں میں اضافہ شامل ہے ان پر کوئی ٹھوس لائحہ عمل سامنے نہیں آ رہا۔ بلوچستان کے عوام ایک طویل عرصے سے اپنے حقوق کے لئے جدوجہد کر رہے ہیں اور ان کے مسائل کو نظر انداز کیا جا رہا ہے۔ جمہوری عمل کی کامیابی اسی وقت ممکن ہے جب عوام کی رائے کا احترام کیا جائے اور شفاف انتخابات کا انعقاد یقینی بنایا جائے۔ ملک کی معیشت کو درپیش چیلنجز کے پیش نظر ضروری ہے کہ تمام سیاسی قوتیں مل کر ایک قومی لائحہ عمل مرتب کریں۔ [148, 338, 293, 613]
article-body: پاکستان میں حالیہ انتخابات کے حوالے سے سیاسی جماعتوں کی سرگرمیاں عروج پر ہیں اور عوام میں اس بات پر بحث جاری ہے کہ آنے والا وزیر اعظم کون ہوگا۔ سیاسی جماعتیں اپنے اپنے منشور کے ساتھ میدان میں ہیں مگر عوام کے بنیادی مسائل جن میں مہنگائی، بے روزگاری، بجلی اور گیس کے بلوں میں اضافہ شامل ہے ان پر کوئی ٹھوس لائحہ عمل سامنے نہیں آ رہا۔ بلوچستان کے عوام ایک طویل عرصے سے اپنے حقوق کے لئے جدوجہد کر رہے ہیں اور ان کے مسائل کو نظر انداز کیا جا رہا ہے۔ جمہوری عمل کی کامیابی اسی وقت ممکن ہے جب عوام کی رائے کا احترام کیا جائے اور شفاف انتخابات کا انعقاد یقینی بنایا جائے۔ ملک کی معیشت کو درپیش چیلنجز کے پیش نظر ضروری ہے کہ تمام سیاسی قوتیں مل کر ایک قومی لائحہ عمل مرتب کریں۔ [894, 1475, 1034, 1763]
article-body: پاکستان میں حالیہ انتخابات کے حوالے سے سیاسی جماعتوں کی سرگرمیاں عروج پر ہیں اور عوام میں اس بات پر بحث جاری ہے کہ آنے والا وزیر اعظم کون ہوگا۔ سیاسی جماعتیں اپنے اپنے منشور کے ساتھ میدان میں ہیں مگر عوام کے بنیادی مسائل جن میں مہنگائی، بے روزگاری، بجلی اور گیس کے بلوں میں اضافہ شامل ہے ان پر کوئی ٹھوس لائحہ عمل سامنے نہیں آ رہا۔ بلوچستان کے عوام ایک طویل عرصے سے اپنے حقوق کے لئے جدوجہد کر رہے ہیں اور ان کے مسائل کو نظر انداز کیا جا رہا ہے۔ جمہوری عمل کی کامیابی اسی وقت ممکن ہے جب عوام کی رائے کا احترام کیا جائے اور شفاف انتخابات کا انعقاد یقینی بنایا جائے۔ ملک کی معیشت کو درپیش چیلنجز کے پیش نظر ضروری ہے کہ تمام سیاسی قوتیں مل کر ایک قومی لائحہ عمل مرتب کریں۔ [0, 1030, 147, 1305]
article-title: وزیر اعظم بننے کی دوڑ، کیا فیصلہ عوام کریں گے؟ [0, 61, 147, 172]
article-body: پاکستان میں حالیہ انتخابات کے حوالے سے سیاسی جماعتوں کی سرگرمیاں عروج پر ہیں اور عوام میں اس بات پر بحث جاری ہے کہ آنے والا وزیر اعظم کون ہوگا۔ سیاسی جماعتیں اپنے اپنے منشور کے ساتھ میدان میں ہیں مگر عوام کے بنیادی مسائل جن میں مہنگائی، بے روزگاری، بجلی اور گیس کے بلوں میں اضافہ شامل ہے ان پر کوئی ٹھوس لائحہ عمل سامنے نہیں آ رہا۔ بلوچستان کے عوام ایک طویل عرصے سے اپنے حقوق کے لئے جدوجہد کر رہے ہیں اور ان کے مسائل کو نظر انداز کیا جا رہا ہے۔ جمہوری عمل کی کامیابی اسی وقت ممکن ہے جب عوام کی رائے کا احترام کیا جائے اور شفاف انتخابات کا انعقاد یقینی بنایا جائے۔ ملک کی معیشت کو درپیش چیلنجز کے پیش نظر ضروری ہے کہ تمام سیاسی قوتیں مل کر ایک قومی لائحہ عمل مرتب کریں۔ [729, 1564, 890, 1812]
column-7 [891, 61, 1179, 2343]
article-byline: حفیظ حسن آبادی [459, 428, 566, 447]
article-title-banner: تنگ آمد بہ وٹ آمد [439, 733, 586, 804]
article-byline: ناصر بشیر [20, 1698, 128, 1718]
article-body: پاکستان میں حالیہ انتخابات کے حوالے سے سیاسی جماعتوں کی سرگرمیاں عروج پر ہیں اور عوام میں اس بات پر بحث جاری ہے کہ آنے والا وزیر اعظم کون ہوگا۔ سیاسی جماعتیں اپنے اپنے منشور کے ساتھ میدان میں ہیں مگر عوام کے بنیادی مسائل جن میں مہنگائی، بے روزگاری، بجلی اور گیس کے بلوں میں اضافہ شامل ہے ان پر کوئی ٹھوس لائحہ عمل سامنے نہیں آ رہا۔ بلوچستان کے عوام ایک طویل عرصے سے اپنے حقوق کے لئے جدوجہد کر رہے ہیں اور ان کے مسائل کو نظر انداز کیا جا رہا ہے۔ جمہوری عمل کی کامیابی اسی وقت ممکن ہے جب عوام کی رائے کا احترام کیا جائے اور شفاف انتخابات کا انعقاد یقینی بنایا جائے۔ ملک کی معیشت کو درپیش چیلنجز کے پیش نظر ضروری ہے کہ تمام سیاسی قوتیں مل کر ایک قومی لائحہ عمل مرتب کریں۔ [294, 2012, 438, 2287]
article-body: پاکستان میں حالیہ انتخابات کے حوالے سے سیاسی جماعتوں کی سرگرمیاں عروج پر ہیں اور عوام میں اس بات پر بحث جاری ہے کہ آنے والا وزیر اعظم کون ہوگا۔ سیاسی جماعتیں اپنے اپنے منشور کے ساتھ میدان میں ہیں مگر عوام کے بنیادی مسائل جن میں مہنگائی، بے روزگاری، بجلی اور گیس کے بلوں میں اضافہ شامل ہے ان پر کوئی ٹھوس لائحہ عمل سامنے نہیں آ رہا۔ بلوچستان کے عوام ایک طویل عرصے سے اپنے حقوق کے لئے جدوجہد کر رہے ہیں اور ان کے مسائل کو نظر انداز کیا جا رہا ہے۔ جمہوری عمل کی کامیابی اسی وقت ممکن ہے جب عوام کی رائے کا احترام کیا جائے اور شفاف انتخابات کا انعقاد یقینی بنایا جائے۔ ملک کی معیشت کو درپیش چیلنجز کے پیش نظر ضروری ہے کہ تمام سیاسی قوتیں مل کر ایک قومی لائحہ عمل مرتب کریں۔ [439, 451, 586, 726]
article-body: پاکستان میں حالیہ انتخابات کے حوالے سے سیاسی جماعتوں کی سرگرمیاں عروج پر ہیں اور عوام میں اس بات پر بحث جاری ہے کہ آنے والا وزیر اعظم کون ہوگا۔ سیاسی جماعتیں اپنے اپنے منشور کے ساتھ میدان میں ہیں مگر عوام کے بنیادی مسائل جن میں مہنگائی، بے روزگاری، بجلی اور گیس کے بلوں میں اضافہ شامل ہے ان پر کوئی ٹھوس لائحہ عمل سامنے نہیں آ رہا۔ بلوچستان کے عوام ایک طویل عرصے سے اپنے حقوق کے لئے جدوجہد کر رہے ہیں اور ان کے مسائل کو نظر انداز کیا جا رہا ہے۔ جمہوری عمل کی کامیابی اسی وقت ممکن ہے جب عوام کی رائے کا احترام کیا جائے اور شفاف انتخابات کا انعقاد یقینی بنایا جائے۔ ملک کی معیشت کو درپیش چیلنجز کے پیش نظر ضروری ہے کہ تمام سیاسی قوتیں مل کر ایک قومی لائحہ عمل مرتب کریں۔ [148, 891, 293, 1167]
article-body: پاکستان میں حالیہ انتخابات کے حوالے سے سیاسی جماعتوں کی سرگرمیاں عروج پر ہیں اور عوام میں اس بات پر بحث جاری ہے کہ آنے والا وزیر اعظم کون ہوگا۔ سیاسی جماعتیں اپنے اپنے منشور کے ساتھ میدان میں ہیں مگر عوام کے بنیادی مسائل جن میں مہنگائی، بے روزگاری، بجلی اور گیس کے بلوں میں اضافہ شامل ہے ان پر کوئی ٹھوس لائحہ عمل سامنے نہیں آ رہا۔ بلوچستان کے عوام ایک طویل عرصے سے اپنے حقوق کے لئے جدوجہد کر رہے ہیں اور ان کے مسائل کو نظر انداز کیا جا رہا ہے۔ جمہوری عمل کی کامیابی اسی وقت ممکن ہے جب عوام کی رائے کا احترام کیا جائے اور شفاف انتخابات کا انعقاد یقینی بنایا جائے۔ ملک کی معیشت کو درپیش چیلنجز کے پیش نظر ضروری ہے کہ تمام سیاسی قوتیں مل کر ایک قومی لائحہ عمل مرتب کریں۔ [0, 477, 147, 752]
article-body: پاکستان میں حالیہ انتخابات کے حوالے سے سیاسی جماعتوں کی سرگرمیاں عروج پر ہیں اور عوام میں اس بات پر بحث جاری ہے کہ آنے والا وزیر اعظم کون ہوگا۔ سیاسی جماعتیں اپنے اپنے منشور کے ساتھ میدان میں ہیں مگر عوام کے بنیادی مسائل جن میں مہنگائی، بے روزگاری، بجلی اور گیس کے بلوں میں اضافہ شامل ہے ان پر کوئی ٹھوس لائحہ عمل سامنے نہیں آ رہا۔ بلوچستان کے عوام ایک طویل عرصے سے اپنے حقوق کے لئے جدوجہد کر رہے ہیں اور ان کے مسائل کو نظر انداز کیا جا رہا ہے۔ جمہوری عمل کی کامیابی اسی وقت ممکن ہے جب عوام کی رائے کا احترام کیا جائے اور شفاف انتخابات کا انعقاد یقینی بنایا جائے۔ ملک کی معیشت کو درپیش چیلنجز کے پیش نظر ضروری ہے کہ تمام سیاسی قوتیں مل کر ایک قومی لائحہ عمل مرتب کریں۔ [0, 173, 147, 448]
article-end-mark: ☆☆☆ [60, 1582, 87, 1594]
article-body: پاکستان میں حالیہ انتخابات کے حوالے سے سیاسی جماعتوں کی سرگرمیاں عروج پر ہیں اور عوام میں اس بات پر بحث جاری ہے کہ آنے والا وزیر اعظم کون ہوگا۔ سیاسی جماعتیں اپنے اپنے منشور کے ساتھ میدان میں ہیں مگر عوام کے بنیادی مسائل جن میں مہنگائی، بے روزگاری، بجلی اور گیس کے بلوں میں اضافہ شامل ہے ان پر کوئی ٹھوس لائحہ عمل سامنے نہیں آ رہا۔ بلوچستان کے عوام ایک طویل عرصے سے اپنے حقوق کے لئے جدوجہد کر رہے ہیں اور ان کے مسائل کو نظر انداز کیا جا رہا ہے۔ جمہوری عمل کی کامیابی اسی وقت ممکن ہے جب عوام کی رائے کا احترام کیا جائے اور شفاف انتخابات کا انعقاد یقینی بنایا جائے۔ ملک کی معیشت کو درپیش چیلنجز کے پیش نظر ضروری ہے کہ تمام سیاسی قوتیں مل کر ایک قومی لائحہ عمل مرتب کریں۔ [729, 1814, 890, 2063]
editorial-body: پاکستان میں حالیہ انتخابات کے حوالے سے سیاسی جماعتوں کی سرگرمیاں عروج پر ہیں اور عوام میں اس بات پر بحث جاری ہے کہ آنے والا وزیر اعظم کون ہوگا۔ سیاسی جماعتیں اپنے اپنے منشور کے ساتھ میدان میں ہیں مگر عوام کے بنیادی مسائل جن میں مہنگائی، بے روزگاری، بجلی اور گیس کے بلوں میں اضافہ شامل ہے ان پر کوئی ٹھوس لائحہ عمل سامنے نہیں آ رہا۔ بلوچستان کے عوام ایک طویل عرصے سے اپنے حقوق کے لئے جدوجہد کر رہے ہیں اور ان کے مسائل کو نظر انداز کیا جا رہا ہے۔ جمہوری عمل کی کامیابی اسی وقت ممکن ہے جب عوام کی رائے کا احترام کیا جائے اور شفاف انتخابات کا انعقاد یقینی بنایا جائے۔ ملک کی معیشت کو درپیش چیلنجز کے پیش نظر ضروری ہے کہ تمام سیاسی قوتیں مل کر ایک قومی لائحہ عمل مرتب کریں۔ [901, 941, 1169, 1097]
article-body: پاکستان میں حالیہ انتخابات کے حوالے سے سیاسی جماعتوں کی سرگرمیاں عروج پر ہیں اور عوام میں اس بات پر بحث جاری ہے کہ آنے والا وزیر اعظم کون ہوگا۔ سیاسی جماعتیں اپنے اپنے منشور کے ساتھ میدان میں ہیں مگر عوام کے بنیادی مسائل جن میں مہنگائی، بے روزگاری، بجلی اور گیس کے بلوں میں اضافہ شامل ہے ان پر کوئی ٹھوس لائحہ عمل سامنے نہیں آ رہا۔ بلوچستان کے عوام ایک طویل عرصے سے اپنے حقوق کے لئے جدوجہد کر رہے ہیں اور ان کے مسائل کو نظر انداز کیا جا رہا ہے۔ جمہوری عمل کی کامیابی اسی وقت ممکن ہے جب عوام کی رائے کا احترام کیا جائے اور شفاف انتخابات کا انعقاد یقینی بنایا جائے۔ ملک کی معیشت کو درپیش چیلنجز کے پیش نظر ضروری ہے کہ تمام سیاسی قوتیں مل کر ایک قومی لائحہ عمل مرتب کریں۔ [729, 2064, 890, 2314]
contact-phone-1: کوئٹہ فون - 2822909 ... کراچی فیکس [907, 92, 1083, 122]
article-title-banner: انتخابات 2024ء کا سیاسی ڈرامہ [439, 1646, 586, 1741]
article-body: پاکستان میں حالیہ انتخابات کے حوالے سے سیاسی جماعتوں کی سرگرمیاں عروج پر ہیں اور عوام میں اس بات پر بحث جاری ہے کہ آنے والا وزیر اعظم کون ہوگا۔ سیاسی جماعتیں اپنے اپنے منشور کے ساتھ میدان میں ہیں مگر عوام کے بنیادی مسائل جن میں مہنگائی، بے روزگاری، بجلی اور گیس کے بلوں میں اضافہ شامل ہے ان پر کوئی ٹھوس لائحہ عمل سامنے نہیں آ رہا۔ بلوچستان کے عوام ایک طویل عرصے سے اپنے حقوق کے لئے جدوجہد کر رہے ہیں اور ان کے مسائل کو نظر انداز کیا جا رہا ہے۔ جمہوری عمل کی کامیابی اسی وقت ممکن ہے جب عوام کی رائے کا احترام کیا جائے اور شفاف انتخابات کا انعقاد یقینی بنایا جائے۔ ملک کی معیشت کو درپیش چیلنجز کے پیش نظر ضروری ہے کہ تمام سیاسی قوتیں مل کر ایک قومی لائحہ عمل مرتب کریں۔ [439, 147, 586, 423]
article-body: پاکستان میں حالیہ انتخابات کے حوالے سے سیاسی جماعتوں کی سرگرمیاں عروج پر ہیں اور عوام میں اس بات پر بحث جاری ہے کہ آنے والا وزیر اعظم کون ہوگا۔ سیاسی جماعتیں اپنے اپنے منشور کے ساتھ میدان میں ہیں مگر عوام کے بنیادی مسائل جن میں مہنگائی، بے روزگاری، بجلی اور گیس کے بلوں میں اضافہ شامل ہے ان پر کوئی ٹھوس لائحہ عمل سامنے نہیں آ رہا۔ بلوچستان کے عوام ایک طویل عرصے سے اپنے حقوق کے لئے جدوجہد کر رہے ہیں اور ان کے مسائل کو نظر انداز کیا جا رہا ہے۔ جمہوری عمل کی کامیابی اسی وقت ممکن ہے جب عوام کی رائے کا احترام کیا جائے اور شفاف انتخابات کا انعقاد یقینی بنایا جائے۔ ملک کی معیشت کو درپیش چیلنجز کے پیش نظر ضروری ہے کہ تمام سیاسی قوتیں مل کر ایک قومی لائحہ عمل مرتب کریں۔ [0, 1722, 147, 1997]
article-body: پاکستان میں حالیہ انتخابات کے حوالے سے سیاسی جماعتوں کی سرگرمیاں عروج پر ہیں اور عوام میں اس بات پر بحث جاری ہے کہ آنے والا وزیر اعظم کون ہوگا۔ سیاسی جماعتیں اپنے اپنے منشور کے ساتھ میدان میں ہیں مگر عوام کے بنیادی مسائل جن میں مہنگائی، بے روزگاری، بجلی اور گیس کے بلوں میں اضافہ شامل ہے ان پر کوئی ٹھوس لائحہ عمل سامنے نہیں آ رہا۔ بلوچستان کے عوام ایک طویل عرصے سے اپنے حقوق کے لئے جدوجہد کر رہے ہیں اور ان کے مسائل کو نظر انداز کیا جا رہا ہے۔ جمہوری عمل کی کامیابی اسی وقت ممکن ہے جب عوام کی رائے کا احترام کیا جائے اور شفاف انتخابات کا انعقاد یقینی بنایا جائے۔ ملک کی معیشت کو درپیش چیلنجز کے پیش نظر ضروری ہے کہ تمام سیاسی قوتیں مل کر ایک قومی لائحہ عمل مرتب کریں۔ [0, 754, 147, 1029]
contact-phone-3: حب فون 0853-303539 [929, 143, 1060, 155]
contact-phone-2: فون 2626499263451826310​89 [902, 126, 1088, 139]
column-2 [148, 61, 294, 2550]
article-byline: سلمان عابد [606, 1556, 708, 1575]
article-body: پاکستان میں حالیہ انتخابات کے حوالے سے سیاسی جماعتوں کی سرگرمیاں عروج پر ہیں اور عوام میں اس بات پر بحث جاری ہے کہ آنے والا وزیر اعظم کون ہوگا۔ سیاسی جماعتیں اپنے اپنے منشور کے ساتھ میدان میں ہیں مگر عوام کے بنیادی مسائل جن میں مہنگائی، بے روزگاری، بجلی اور گیس کے بلوں میں اضافہ شامل ہے ان پر کوئی ٹھوس لائحہ عمل سامنے نہیں آ رہا۔ بلوچستان کے عوام ایک طویل عرصے سے اپنے حقوق کے لئے جدوجہد کر رہے ہیں اور ان کے مسائل کو نظر انداز کیا جا رہا ہے۔ جمہوری عمل کی کامیابی اسی وقت ممکن ہے جب عوام کی رائے کا احترام کیا جائے اور شفاف انتخابات کا انعقاد یقینی بنایا جائے۔ ملک کی معیشت کو درپیش چیلنجز کے پیش نظر ضروری ہے کہ تمام سیاسی قوتیں مل کر ایک قومی لائحہ عمل مرتب کریں۔ [294, 62, 438, 337]
editorial-body: پاکستان میں حالیہ انتخابات کے حوالے سے سیاسی جماعتوں کی سرگرمیاں عروج پر ہیں اور عوام میں اس بات پر بحث جاری ہے کہ آنے والا وزیر اعظم کون ہوگا۔ سیاسی جماعتیں اپنے اپنے منشور کے ساتھ میدان میں ہیں مگر عوام کے بنیادی مسائل جن میں مہنگائی، بے روزگاری، بجلی اور گیس کے بلوں میں اضافہ شامل ہے ان پر کوئی ٹھوس لائحہ عمل سامنے نہیں آ رہا۔ بلوچستان کے عوام ایک طویل عرصے سے اپنے حقوق کے لئے جدوجہد کر رہے ہیں اور ان کے مسائل کو نظر انداز کیا جا رہا ہے۔ جمہوری عمل کی کامیابی اسی وقت ممکن ہے جب عوام کی رائے کا احترام کیا جائے اور شفاف انتخابات کا انعقاد یقینی بنایا جائے۔ ملک کی معیشت کو درپیش چیلنجز کے پیش نظر ضروری ہے کہ تمام سیاسی قوتیں مل کر ایک قومی لائحہ عمل مرتب کریں۔ [901, 466, 1169, 623]
masthead-roznama: روزنامہ [845, 18, 892, 35]
masthead [0, 0, 1179, 63]
article-body: پاکستان میں حالیہ انتخابات کے حوالے سے سیاسی جماعتوں کی سرگرمیاں عروج پر ہیں اور عوام میں اس بات پر بحث جاری ہے کہ آنے والا وزیر اعظم کون ہوگا۔ سیاسی جماعتیں اپنے اپنے منشور کے ساتھ میدان میں ہیں مگر عوام کے بنیادی مسائل جن میں مہنگائی، بے روزگاری، بجلی اور گیس کے بلوں میں اضافہ شامل ہے ان پر کوئی ٹھوس لائحہ عمل سامنے نہیں آ رہا۔ بلوچستان کے عوام ایک طویل عرصے سے اپنے حقوق کے لئے جدوجہد کر رہے ہیں اور ان کے مسائل کو نظر انداز کیا جا رہا ہے۔ جمہوری عمل کی کامیابی اسی وقت ممکن ہے جب عوام کی رائے کا احترام کیا جائے اور شفاف انتخابات کا انعقاد یقینی بنایا جائے۔ ملک کی معیشت کو درپیش چیلنجز کے پیش نظر ضروری ہے کہ تمام سیاسی قوتیں مل کر ایک قومی لائحہ عمل مرتب کریں۔ [148, 62, 293, 337]
office-address: آفس 101 یونیورسل پلازہ جناح روڈ کوئٹہ [901, 183, 1169, 220]
article-body: پاکستان میں حالیہ انتخابات کے حوالے سے سیاسی جماعتوں کی سرگرمیاں عروج پر ہیں اور عوام میں اس بات پر بحث جاری ہے کہ آنے والا وزیر اعظم کون ہوگا۔ سیاسی جماعتیں اپنے اپنے منشور کے ساتھ میدان میں ہیں مگر عوام کے بنیادی مسائل جن میں مہنگائی، بے روزگاری، بجلی اور گیس کے بلوں میں اضافہ شامل ہے ان پر کوئی ٹھوس لائحہ عمل سامنے نہیں آ رہا۔ بلوچستان کے عوام ایک طویل عرصے سے اپنے حقوق کے لئے جدوجہد کر رہے ہیں اور ان کے مسائل کو نظر انداز کیا جا رہا ہے۔ جمہوری عمل کی کامیابی اسی وقت ممکن ہے جب عوام کی رائے کا احترام کیا جائے اور شفاف انتخابات کا انعقاد یقینی بنایا جائے۔ ملک کی معیشت کو درپیش چیلنجز کے پیش نظر ضروری ہے کہ تمام سیاسی قوتیں مل کر ایک قومی لائحہ عمل مرتب کریں۔ [729, 2315, 890, 2563]
article-body: پاکستان میں حالیہ انتخابات کے حوالے سے سیاسی جماعتوں کی سرگرمیاں عروج پر ہیں اور عوام میں اس بات پر بحث جاری ہے کہ آنے والا وزیر اعظم کون ہوگا۔ سیاسی جماعتیں اپنے اپنے منشور کے ساتھ میدان میں ہیں مگر عوام کے بنیادی مسائل جن میں مہنگائی، بے روزگاری، بجلی اور گیس کے بلوں میں اضافہ شامل ہے ان پر کوئی ٹھوس لائحہ عمل سامنے نہیں آ رہا۔ بلوچستان کے عوام ایک طویل عرصے سے اپنے حقوق کے لئے جدوجہد کر رہے ہیں اور ان کے مسائل کو نظر انداز کیا جا رہا ہے۔ جمہوری عمل کی کامیابی اسی وقت ممکن ہے جب عوام کی رائے کا احترام کیا جائے اور شفاف انتخابات کا انعقاد یقینی بنایا جائے۔ ملک کی معیشت کو درپیش چیلنجز کے پیش نظر ضروری ہے کہ تمام سیاسی قوتیں مل کر ایک قومی لائحہ عمل مرتب کریں۔ [587, 1579, 728, 1868]
article-body: پاکستان میں حالیہ انتخابات کے حوالے سے سیاسی جماعتوں کی سرگرمیاں عروج پر ہیں اور عوام میں اس بات پر بحث جاری ہے کہ آنے والا وزیر اعظم کون ہوگا۔ سیاسی جماعتیں اپنے اپنے منشور کے ساتھ میدان میں ہیں مگر عوام کے بنیادی مسائل جن میں مہنگائی، بے روزگاری، بجلی اور گیس کے بلوں میں اضافہ شامل ہے ان پر کوئی ٹھوس لائحہ عمل سامنے نہیں آ رہا۔ بلوچستان کے عوام ایک طویل عرصے سے اپنے حقوق کے لئے جدوجہد کر رہے ہیں اور ان کے مسائل کو نظر انداز کیا جا رہا ہے۔ جمہوری عمل کی کامیابی اسی وقت ممکن ہے جب عوام کی رائے کا احترام کیا جائے اور شفاف انتخابات کا انعقاد یقینی بنایا جائے۔ ملک کی معیشت کو درپیش چیلنجز کے پیش نظر ضروری ہے کہ تمام سیاسی قوتیں مل کر ایک قومی لائحہ عمل مرتب کریں۔ [0, 2275, 147, 2550]
article-body: پاکستان میں حالیہ انتخابات کے حوالے سے سیاسی جماعتوں کی سرگرمیاں عروج پر ہیں اور عوام میں اس بات پر بحث جاری ہے کہ آنے والا وزیر اعظم کون ہوگا۔ سیاسی جماعتیں اپنے اپنے منشور کے ساتھ میدان میں ہیں مگر عوام کے بنیادی مسائل جن میں مہنگائی، بے روزگاری، بجلی اور گیس کے بلوں میں اضافہ شامل ہے ان پر کوئی ٹھوس لائحہ عمل سامنے نہیں آ رہا۔ بلوچستان کے عوام ایک طویل عرصے سے اپنے حقوق کے لئے جدوجہد کر رہے ہیں اور ان کے مسائل کو نظر انداز کیا جا رہا ہے۔ جمہوری عمل کی کامیابی اسی وقت ممکن ہے جب عوام کی رائے کا احترام کیا جائے اور شفاف انتخابات کا انعقاد یقینی بنایا جائے۔ ملک کی معیشت کو درپیش چیلنجز کے پیش نظر ضروری ہے کہ تمام سیاسی قوتیں مل کر ایک قومی لائحہ عمل مرتب کریں۔ [0, 1999, 147, 2274]
issue-date: 20 جنوری 2024ء [102, 10, 222, 39]
article-body: پاکستان میں حالیہ انتخابات کے حوالے سے سیاسی جماعتوں کی سرگرمیاں عروج پر ہیں اور عوام میں اس بات پر بحث جاری ہے کہ آنے والا وزیر اعظم کون ہوگا۔ سیاسی جماعتیں اپنے اپنے منشور کے ساتھ میدان میں ہیں مگر عوام کے بنیادی مسائل جن میں مہنگائی، بے روزگاری، بجلی اور گیس کے بلوں میں اضافہ شامل ہے ان پر کوئی ٹھوس لائحہ عمل سامنے نہیں آ رہا۔ بلوچستان کے عوام ایک طویل عرصے سے اپنے حقوق کے لئے جدوجہد کر رہے ہیں اور ان کے مسائل کو نظر انداز کیا جا رہا ہے۔ جمہوری عمل کی کامیابی اسی وقت ممکن ہے جب عوام کی رائے کا احترام کیا جائے اور شفاف انتخابات کا انعقاد یقینی بنایا جائے۔ ملک کی معیشت کو درپیش چیلنجز کے پیش نظر ضروری ہے کہ تمام سیاسی قوتیں مل کر ایک قومی لائحہ عمل مرتب کریں۔ [587, 62, 728, 350]
article-body: پاکستان میں حالیہ انتخابات کے حوالے سے سیاسی جماعتوں کی سرگرمیاں عروج پر ہیں اور عوام میں اس بات پر بحث جاری ہے کہ آنے والا وزیر اعظم کون ہوگا۔ سیاسی جماعتیں اپنے اپنے منشور کے ساتھ میدان میں ہیں مگر عوام کے بنیادی مسائل جن میں مہنگائی، بے روزگاری، بجلی اور گیس کے بلوں میں اضافہ شامل ہے ان پر کوئی ٹھوس لائحہ عمل سامنے نہیں آ رہا۔ بلوچستان کے عوام ایک طویل عرصے سے اپنے حقوق کے لئے جدوجہد کر رہے ہیں اور ان کے مسائل کو نظر انداز کیا جا رہا ہے۔ جمہوری عمل کی کامیابی اسی وقت ممکن ہے جب عوام کی رائے کا احترام کیا جائے اور شفاف انتخابات کا انعقاد یقینی بنایا جائے۔ ملک کی معیشت کو درپیش چیلنجز کے پیش نظر ضروری ہے کہ تمام سیاسی قوتیں مل کر ایک قومی لائحہ عمل مرتب کریں۔ [294, 1182, 438, 1458]
article-body: پاکستان میں حالیہ انتخابات کے حوالے سے سیاسی جماعتوں کی سرگرمیاں عروج پر ہیں اور عوام میں اس بات پر بحث جاری ہے کہ آنے والا وزیر اعظم کون ہوگا۔ سیاسی جماعتیں اپنے اپنے منشور کے ساتھ میدان میں ہیں مگر عوام کے بنیادی مسائل جن میں مہنگائی، بے روزگاری، بجلی اور گیس کے بلوں میں اضافہ شامل ہے ان پر کوئی ٹھوس لائحہ عمل سامنے نہیں آ رہا۔ بلوچستان کے عوام ایک طویل عرصے سے اپنے حقوق کے لئے جدوجہد کر رہے ہیں اور ان کے مسائل کو نظر انداز کیا جا رہا ہے۔ جمہوری عمل کی کامیابی اسی وقت ممکن ہے جب عوام کی رائے کا احترام کیا جائے اور شفاف انتخابات کا انعقاد یقینی بنایا جائے۔ ملک کی معیشت کو درپیش چیلنجز کے پیش نظر ضروری ہے کہ تمام سیاسی قوتیں مل کر ایک قومی لائحہ عمل مرتب کریں۔ [587, 2159, 728, 2448]
divider [294, 617, 438, 618]
article-body: پاکستان میں حالیہ انتخابات کے حوالے سے سیاسی جماعتوں کی سرگرمیاں عروج پر ہیں اور عوام میں اس بات پر بحث جاری ہے کہ آنے والا وزیر اعظم کون ہوگا۔ سیاسی جماعتیں اپنے اپنے منشور کے ساتھ میدان میں ہیں مگر عوام کے بنیادی مسائل جن میں مہنگائی، بے روزگاری، بجلی اور گیس کے بلوں میں اضافہ شامل ہے ان پر کوئی ٹھوس لائحہ عمل سامنے نہیں آ رہا۔ بلوچستان کے عوام ایک طویل عرصے سے اپنے حقوق کے لئے جدوجہد کر رہے ہیں اور ان کے مسائل کو نظر انداز کیا جا رہا ہے۔ جمہوری عمل کی کامیابی اسی وقت ممکن ہے جب عوام کی رائے کا احترام کیا جائے اور شفاف انتخابات کا انعقاد یقینی بنایا جائے۔ ملک کی معیشت کو درپیش چیلنجز کے پیش نظر ضروری ہے کہ تمام سیاسی قوتیں مل کر ایک قومی لائحہ عمل مرتب کریں۔ [1040, 1848, 1176, 2136]
editorial-date: بروز ہفتہ 20 جنوری 2024ء [901, 238, 1169, 255]
column-5 [587, 61, 729, 2448]
contact-box [895, 81, 1175, 226]
article-body: پاکستان میں حالیہ انتخابات کے حوالے سے سیاسی جماعتوں کی سرگرمیاں عروج پر ہیں اور عوام میں اس بات پر بحث جاری ہے کہ آنے والا وزیر اعظم کون ہوگا۔ سیاسی جماعتیں اپنے اپنے منشور کے ساتھ میدان میں ہیں مگر عوام کے بنیادی مسائل جن میں مہنگائی، بے روزگاری، بجلی اور گیس کے بلوں میں اضافہ شامل ہے ان پر کوئی ٹھوس لائحہ عمل سامنے نہیں آ رہا۔ بلوچستان کے عوام ایک طویل عرصے سے اپنے حقوق کے لئے جدوجہد کر رہے ہیں اور ان کے مسائل کو نظر انداز کیا جا رہا ہے۔ جمہوری عمل کی کامیابی اسی وقت ممکن ہے جب عوام کی رائے کا احترام کیا جائے اور شفاف انتخابات کا انعقاد یقینی بنایا جائے۔ ملک کی معیشت کو درپیش چیلنجز کے پیش نظر ضروری ہے کہ تمام سیاسی قوتیں مل کر ایک قومی لائحہ عمل مرتب کریں۔ [294, 898, 438, 1174]
